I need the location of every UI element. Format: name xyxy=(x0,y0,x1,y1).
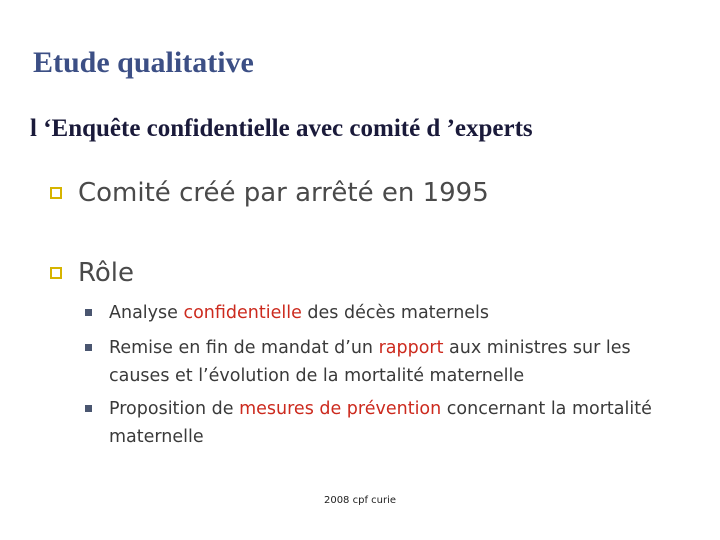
solid-square-bullet-icon xyxy=(85,309,92,316)
sub-bullet-remise xyxy=(85,334,685,390)
bullet-comite xyxy=(50,178,489,208)
square-bullet-icon xyxy=(50,267,62,279)
sub-bullet-proposition-text xyxy=(109,395,685,451)
slide-title: Etude qualitative xyxy=(33,46,254,79)
bullet-role-text: Rôle xyxy=(78,258,135,288)
sub-bullet-analyse-text xyxy=(109,299,685,327)
highlight-text: mesures de prévention xyxy=(239,399,442,419)
bullet-role xyxy=(50,258,134,288)
highlight-text: confidentielle xyxy=(183,303,302,323)
slide-footer: 2008 cpf curie xyxy=(323,495,397,506)
text-segment: des décès maternels xyxy=(301,303,490,323)
sub-bullet-analyse xyxy=(85,299,685,327)
slide-subtitle: l ‘Enquête confidentielle avec comité d ’experts xyxy=(30,115,533,142)
text-segment: Remise en fin de mandat d’un xyxy=(109,338,379,358)
solid-square-bullet-icon xyxy=(85,344,92,351)
sub-bullet-proposition xyxy=(85,395,685,451)
square-bullet-icon xyxy=(50,187,62,199)
bullet-comite-text: Comité créé par arrêté en 1995 xyxy=(78,178,489,208)
text-segment: Analyse xyxy=(109,303,184,323)
text-segment: concernant la mortalité maternelle xyxy=(109,399,652,447)
highlight-text: rapport xyxy=(378,338,444,358)
sub-bullet-remise-text xyxy=(109,334,685,390)
text-segment: aux ministres sur les causes et l’évolution de la mortalité maternelle xyxy=(109,338,631,386)
text-segment: Proposition de xyxy=(109,399,240,419)
solid-square-bullet-icon xyxy=(85,405,92,412)
